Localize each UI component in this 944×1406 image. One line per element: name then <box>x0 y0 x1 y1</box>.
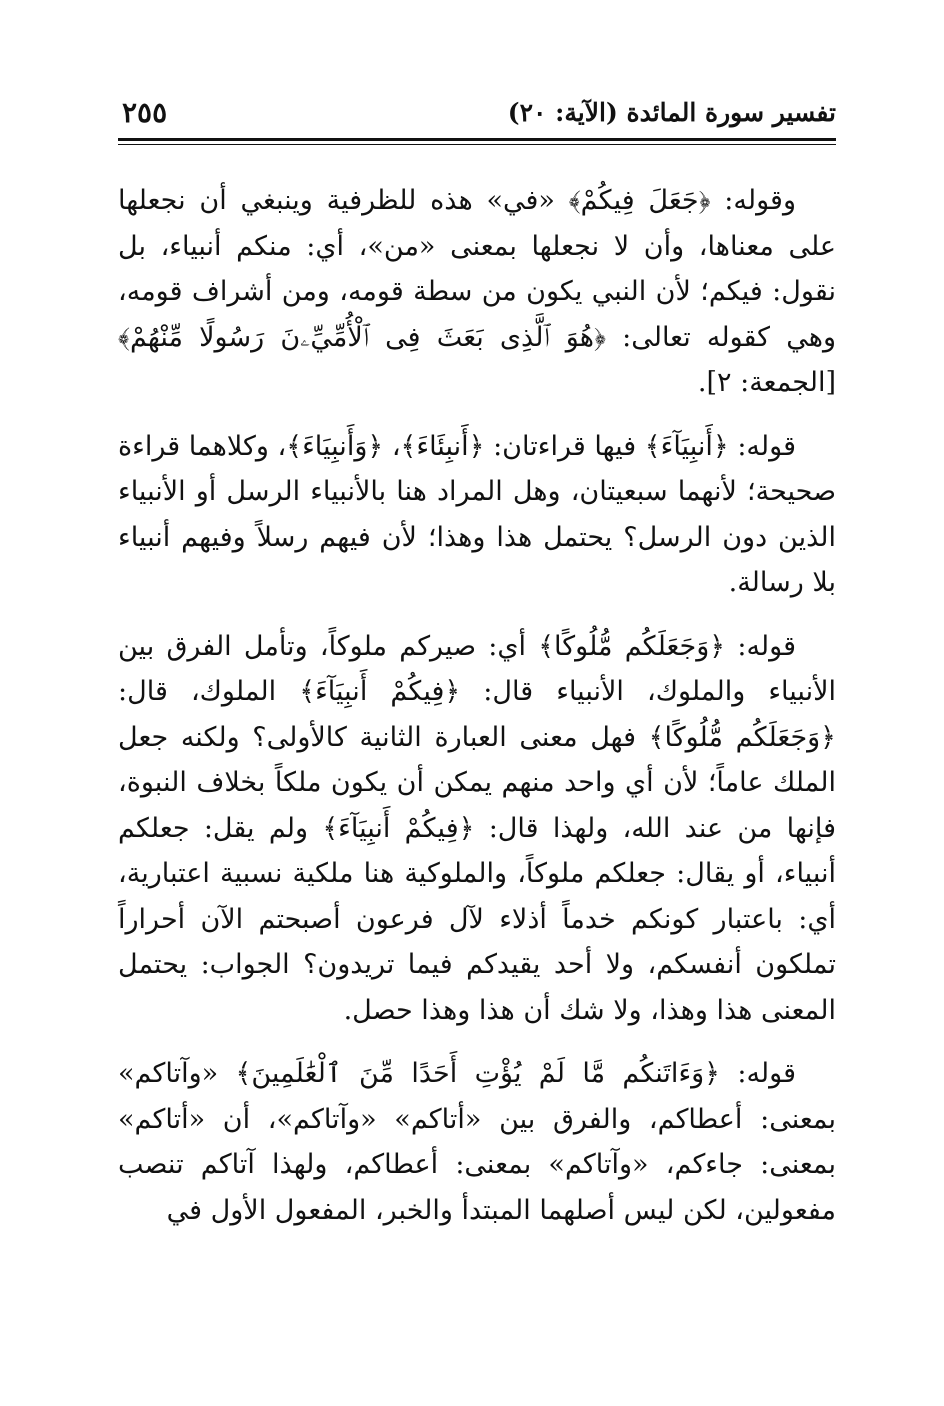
running-title: تفسير سورة المائدة (الآية: ٢٠) <box>507 98 836 127</box>
paragraph: قوله: ﴿وَجَعَلَكُم مُّلُوكًا﴾ أي: صيركم ملوكاً، وتأمل الفرق بين الأنبياء والملوك، الأنبياء قال: ﴿فِيكُمْ أَنبِيَآءَ﴾ الملوك، قال: ﴿وَجَعَلَكُم مُّلُوكًا﴾ فهل معنى العبارة الثانية كالأولى؟ ولكنه جعل الملك عاماً؛ لأن أي واحد منهم يمكن أن يكون ملكاً بخلاف النبوة، فإنها من عند الله، ولهذا قال: ﴿فِيكُمْ أَنبِيَآءَ﴾ ولم يقل: جعلكم أنبياء، أو يقال: جعلكم ملوكاً، والملوكية هنا ملكية نسبية اعتبارية، أي: باعتبار كونكم خدماً أذلاء لآل فرعون أصبحتم الآن أحراراً تملكون أنفسكم، ولا أحد يقيدكم فيما تريدون؟ الجواب: يحتمل المعنى هذا وهذا، ولا شك أن هذا وهذا حصل. <box>118 630 836 1026</box>
page-number: ٢٥٥ <box>122 96 168 129</box>
paragraph: قوله: ﴿أَنبِيَآءَ﴾ فيها قراءتان: ﴿أَنبِئَاءَ﴾، ﴿وَأَنبِيَاءَ﴾، وكلاهما قراءة صحيحة؛ لأنهما سبعيتان، وهل المراد هنا بالأنبياء الرسل أو الأنبياء الذين دون الرسل؟ يحتمل هذا وهذا؛ لأن فيهم رسلاً وفيهم أنبياء بلا رسالة. <box>118 430 836 598</box>
page-header <box>118 96 836 136</box>
paragraph: وقوله: ﴿جَعَلَ فِيكُمْ﴾ «في» هذه للظرفية وينبغي أن نجعلها على معناها، وأن لا نجعلها بمعنى «من»، أي: منكم أنبياء، بل نقول: فيكم؛ لأن النبي يكون من سطة قومه، ومن أشراف قومه، وهي كقوله تعالى: ﴿هُوَ ٱلَّذِى بَعَثَ فِى ٱلْأُمِّيِّۦنَ رَسُولًا مِّنْهُمْ﴾ [الجمعة: ٢]. <box>118 185 836 398</box>
paragraph: قوله: ﴿وَءَاتَنكُم مَّا لَمْ يُؤْتِ أَحَدًا مِّنَ ٱلْعَٰلَمِينَ﴾ «وآتاكم» بمعنى: أعطاكم، والفرق بين «أتاكم» «وآتاكم»، أن «أتاكم» بمعنى: جاءكم، «وآتاكم» بمعنى: أعطاكم، ولهذا آتاكم تنصب مفعولين، لكن ليس أصلهما المبتدأ والخبر، المفعول الأول في <box>118 1058 836 1226</box>
page-body <box>118 178 836 1233</box>
header-rule-thick <box>118 138 836 141</box>
header-rule-thin <box>118 144 836 145</box>
